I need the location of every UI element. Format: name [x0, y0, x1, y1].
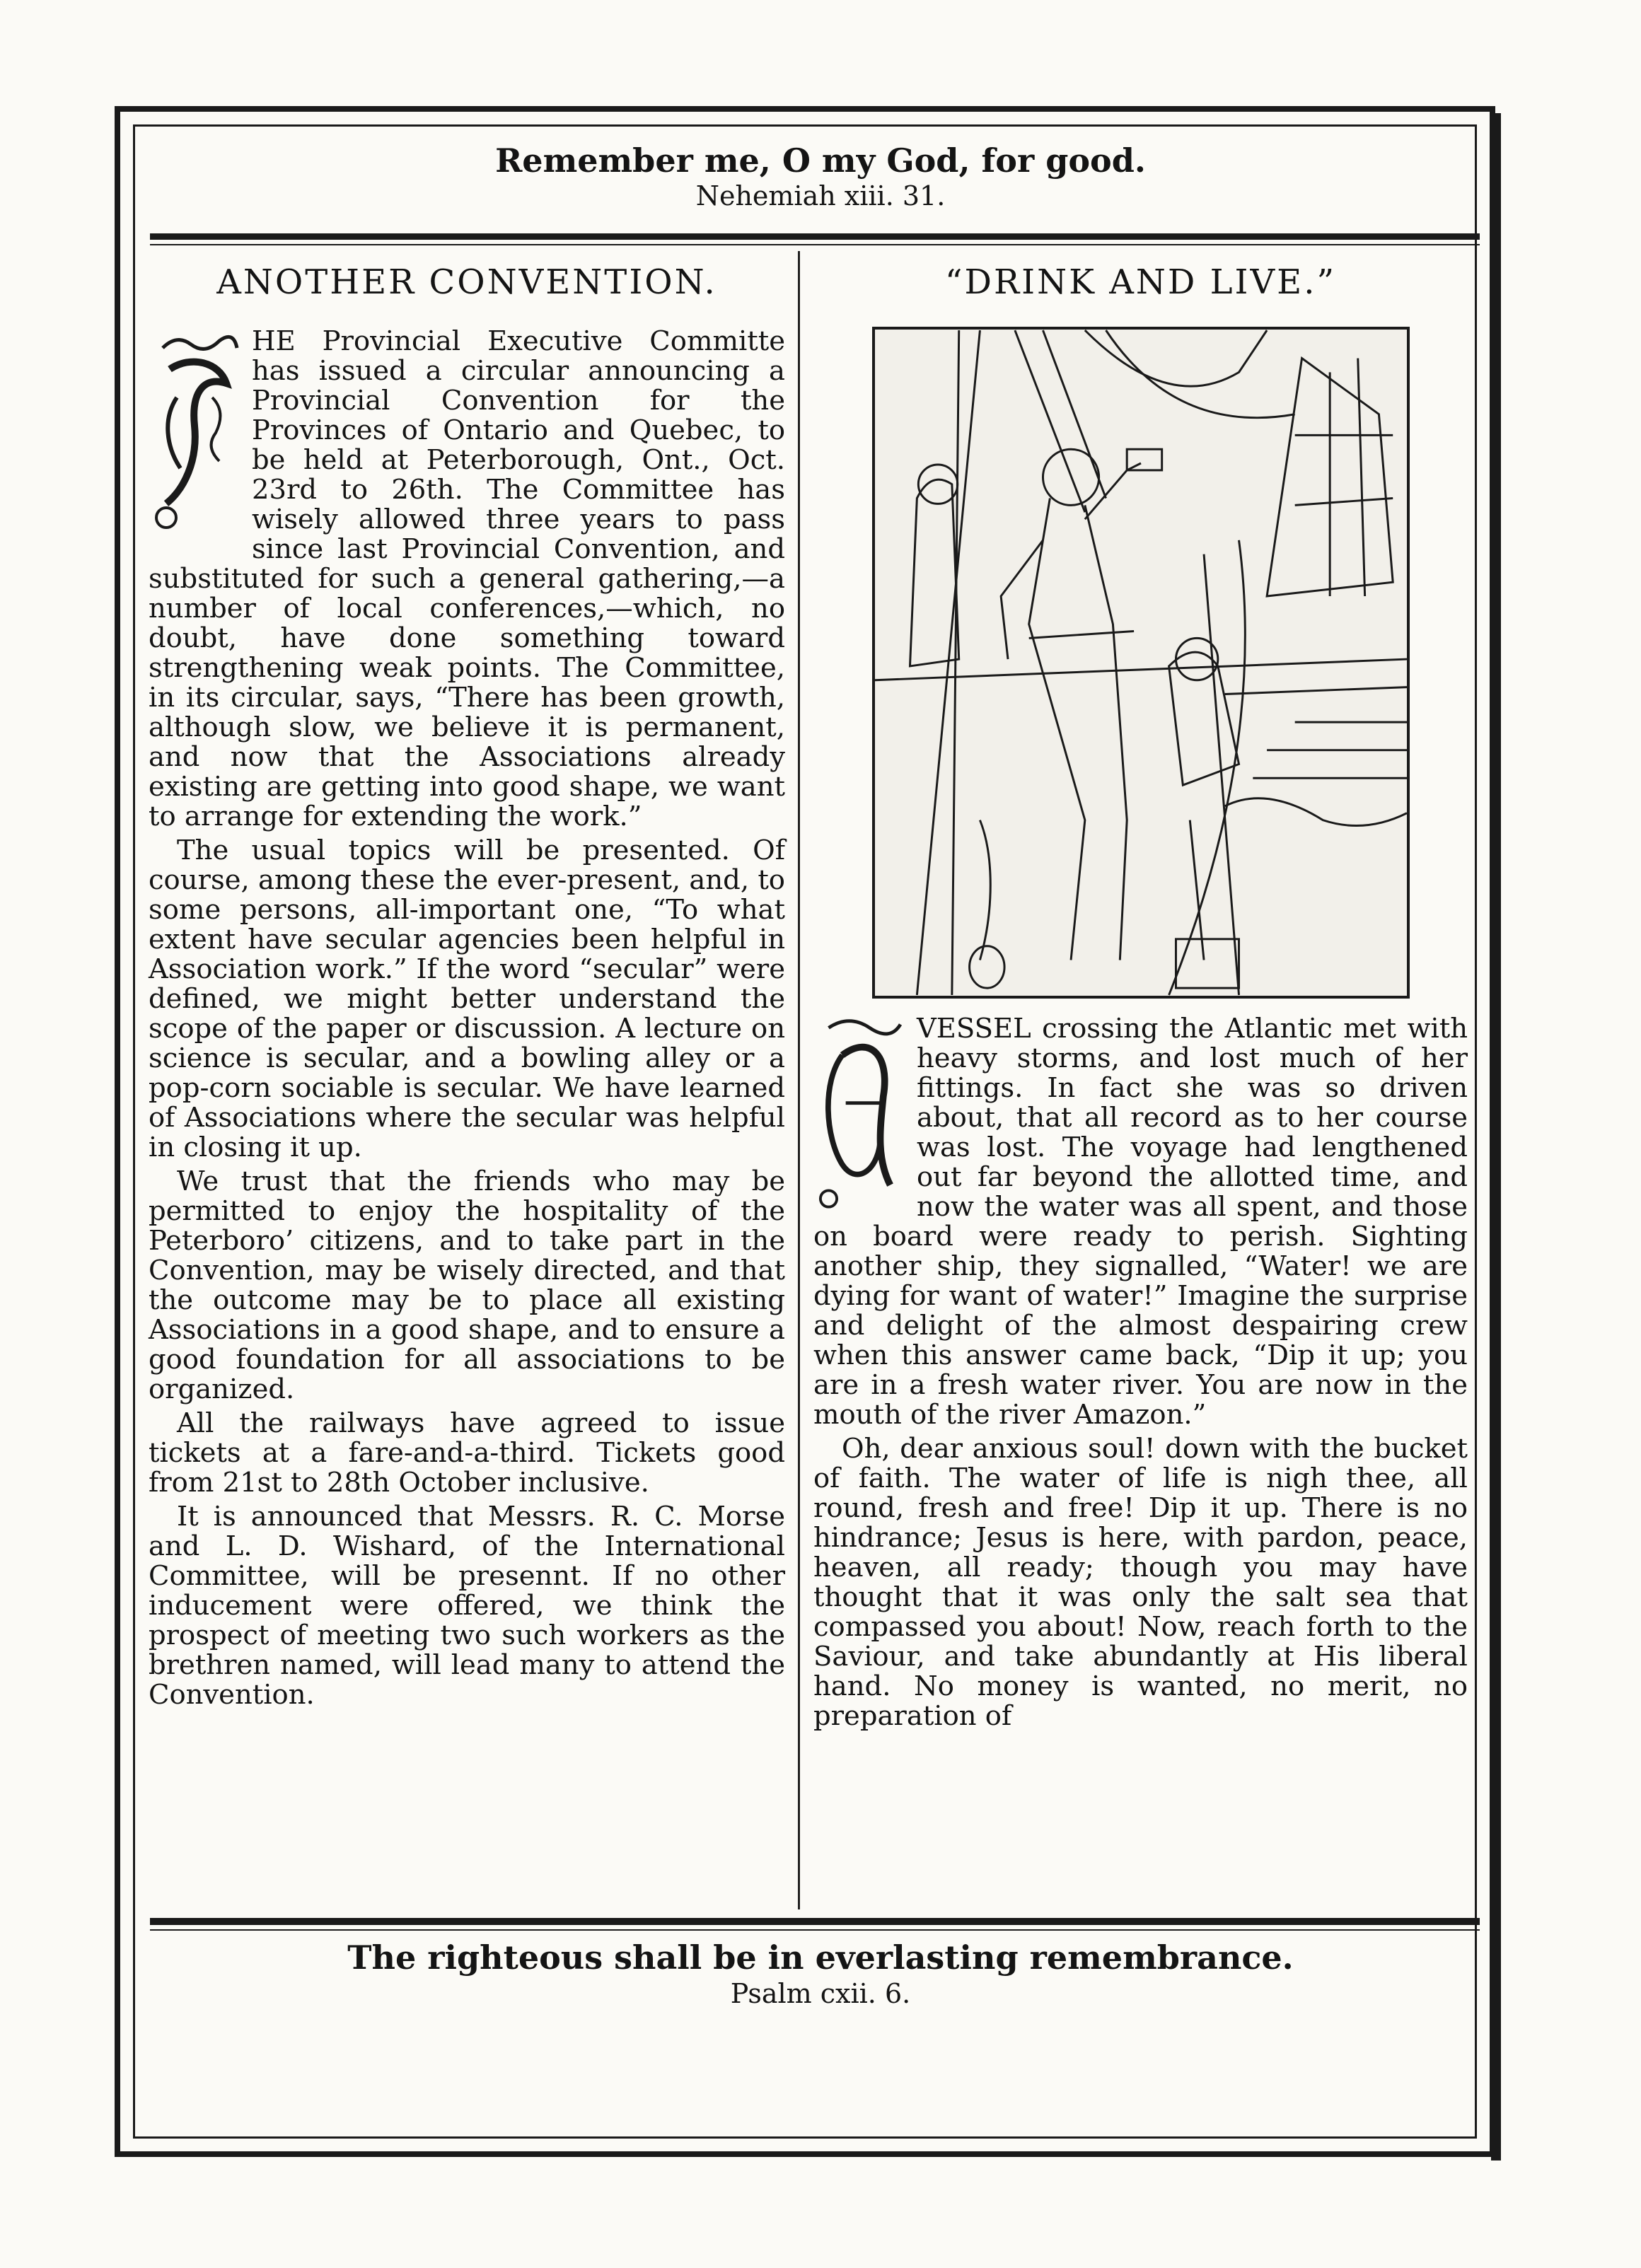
right-paragraph-2: Oh, dear anxious soul! down with the bucket of faith. The water of life is nigh thee, all round, fresh and free! Dip it up. There is no hindrance; Jesus is here, with pardon, peace, heaven, all ready; though you may have thought that it was only the salt sea that compassed you about! Now, reach forth to the Saviour, and take abundantly at His liberal hand. No money is wanted, no merit, no preparation of — [813, 1433, 1468, 1732]
bottom-rule-thin — [150, 1929, 1480, 1931]
left-article-title: ANOTHER CONVENTION. — [216, 262, 717, 302]
page-border-shadow — [1491, 113, 1501, 2161]
sailors-drawing-water-illustration — [872, 327, 1410, 999]
left-paragraph-1: HE Provincial Executive Committe has issued a circular announcing a Provincial Convention for the Provinces of Ontario and Quebec, to be held at Peterborough, Ont., Oct. 23rd to 26th. The Committee has wisely allowed three years to pass since last Provincial Convention, and substituted for such a general gathering,—a number of local conferences,—which, no doubt, have done something toward strengthening weak points. The Committee, in its circular, says, “There has been growth, although slow, we believe it is permanent, and now that the Associations already existing are getting into good shape, we want to arrange for extending the work.” — [149, 325, 785, 832]
top-verse — [156, 141, 1485, 212]
top-rule — [150, 233, 1480, 240]
bottom-rule — [150, 1918, 1480, 1925]
left-paragraph-4: All the railways have agreed to issue tickets at a fare-and-a-third. Tickets good from 21st to 28th October inclusive. — [149, 1407, 785, 1499]
bottom-verse — [156, 1938, 1485, 2010]
top-rule-thin — [150, 244, 1480, 245]
left-paragraph-3: We trust that the friends who may be permitted to enjoy the hospitality of the Peterboro’ citizens, and to take part in the Convention, may be wisely directed, and that the outcome may be to place all existing Associations in a good shape, and to ensure a good foundation for all associations to be organized. — [149, 1165, 785, 1405]
top-verse-text: Remember me, O my God, for good. — [495, 141, 1146, 180]
right-paragraph-1: VESSEL crossing the Atlantic met with heavy storms, and lost much of her fittings. In fact she was so driven about, that all record as to her course was lost. The voyage had lengthened out far beyond the allotted time, and now the water was all spent, and those on board were ready to perish. Sighting another ship, they signalled, “Water! we are dying for want of water!” Imagine the surprise and delight of the almost despairing crew when this answer came back, “Dip it up; you are in a fresh water river. You are now in the mouth of the river Amazon.” — [813, 1013, 1468, 1431]
left-paragraph-5: It is announced that Messrs. R. C. Morse and L. D. Wishard, of the International Committee, will be presennt. If no other inducement were offered, we think the prospect of meeting two such workers as the brethren named, will lead many to attend the Convention. — [149, 1501, 785, 1711]
left-article — [149, 262, 785, 1710]
dropcap-t-icon — [149, 327, 240, 539]
left-paragraph-2: The usual topics will be presented. Of course, among these the ever-present, and, to some persons, all-important one, “To what extent have secular agencies been helpful in Association work.” If the word “secular” were defined, we might better understand the scope of the paper or discussion. A lecture on science is secular, and a bowling alley or a pop-corn sociable is secular. We have learned of Associations where the secular was helpful in closing it up. — [149, 834, 785, 1163]
right-article-title: “DRINK AND LIVE.” — [945, 262, 1336, 302]
dropcap-a-icon — [813, 1014, 905, 1219]
column-divider — [798, 251, 800, 1909]
right-article — [813, 262, 1468, 1731]
bottom-verse-reference: Psalm cxii. 6. — [730, 1978, 911, 2009]
top-verse-reference: Nehemiah xiii. 31. — [695, 180, 946, 211]
bottom-verse-text: The righteous shall be in everlasting remembrance. — [347, 1938, 1294, 1977]
